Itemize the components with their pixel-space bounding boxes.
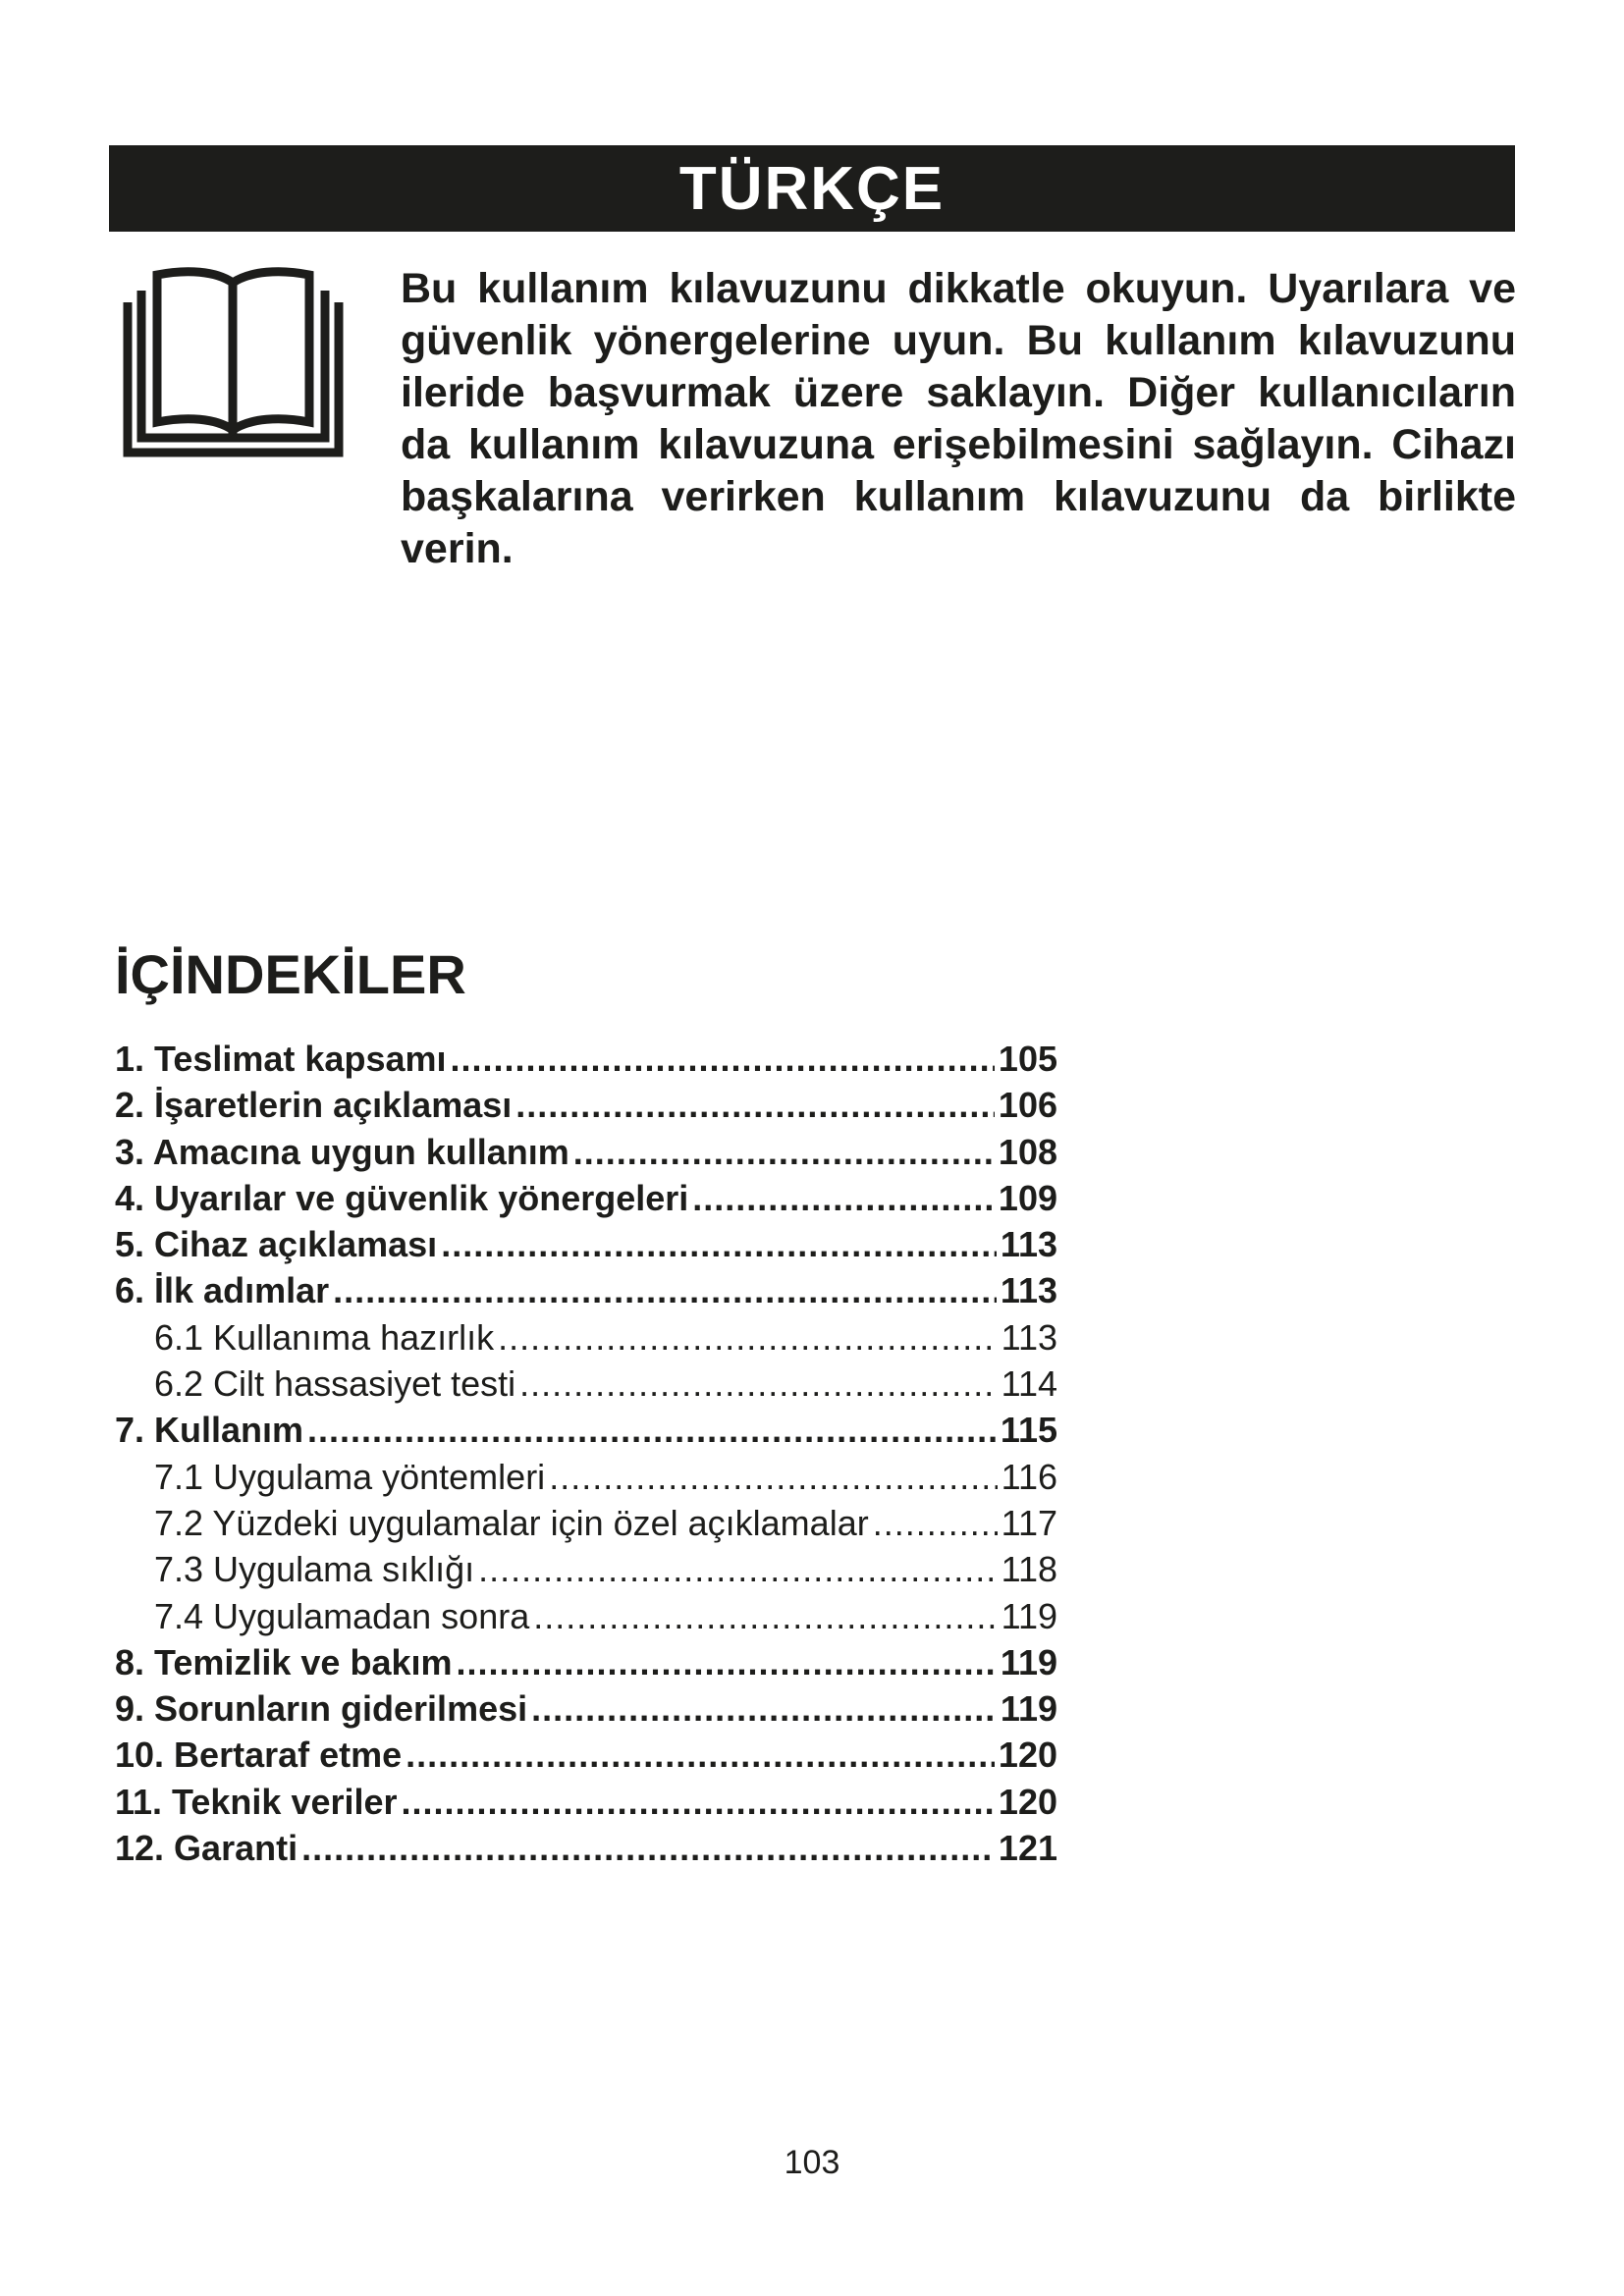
toc-entry[interactable] — [115, 1732, 1057, 1778]
toc-leader-dots — [692, 1175, 995, 1221]
intro-text: Bu kullanım kılavuzunu dikkatle okuyun. Uyarılara ve güvenlik yönergelerine uyun. Bu kullanım kılavuzunu ileride başvurmak üzere saklayın. Diğer kullanıcıların da kullanım kılavuzuna erişebilmesini sağlayın. Cihazı başkalarına verirken kullanım kılavuzunu da birlikte verin. — [401, 265, 1516, 572]
toc-entry[interactable] — [115, 1500, 1057, 1546]
toc-entry-label: 6.1 Kullanıma hazırlık — [154, 1316, 495, 1358]
toc-entry-label: 7.4 Uygulamadan sonra — [154, 1595, 530, 1636]
language-title: TÜRKÇE — [678, 154, 946, 223]
toc-entry-label: 9. Sorunların giderilmesi — [115, 1688, 528, 1730]
toc-leader-dots — [573, 1129, 995, 1175]
toc-title: İÇİNDEKİLER — [115, 943, 466, 1005]
toc-entry-page: 105 — [998, 1039, 1057, 1079]
toc-entry-page: 117 — [1001, 1502, 1057, 1543]
toc-leader-dots — [402, 1779, 995, 1825]
toc-entry-page: 109 — [998, 1177, 1057, 1218]
toc-leader-dots — [333, 1267, 997, 1313]
toc-entry-page: 108 — [998, 1131, 1057, 1172]
toc-entry-label: 12. Garanti — [115, 1828, 298, 1869]
toc-entry-page: 113 — [1001, 1316, 1057, 1358]
toc-entry-page: 120 — [998, 1735, 1057, 1776]
toc-entry[interactable] — [115, 1407, 1057, 1453]
toc-entry[interactable] — [115, 1639, 1057, 1685]
book-icon — [118, 263, 349, 459]
toc-entry-label: 6. İlk adımlar — [115, 1270, 330, 1311]
toc-entry[interactable] — [115, 1314, 1057, 1361]
toc-entry[interactable] — [115, 1036, 1057, 1082]
toc-entry[interactable] — [115, 1546, 1057, 1592]
toc-entry-label: 1. Teslimat kapsamı — [115, 1039, 447, 1079]
toc-entry-label: 5. Cihaz açıklaması — [115, 1224, 438, 1265]
toc-leader-dots — [498, 1314, 997, 1361]
toc-entry-label: 7.2 Yüzdeki uygulamalar için özel açıklamalar — [154, 1502, 869, 1543]
toc-entry-label: 7.1 Uygulama yöntemleri — [154, 1456, 546, 1497]
toc-leader-dots — [451, 1036, 995, 1082]
toc-entry[interactable] — [115, 1593, 1057, 1639]
toc-entry[interactable] — [115, 1129, 1057, 1175]
toc-entry-label: 8. Temizlik ve bakım — [115, 1641, 453, 1682]
toc-leader-dots — [441, 1221, 997, 1267]
toc-entry[interactable] — [115, 1221, 1057, 1267]
table-of-contents — [115, 1036, 1057, 1871]
toc-entry-page: 114 — [1001, 1363, 1057, 1405]
toc-entry-page: 119 — [1000, 1641, 1057, 1682]
toc-entry[interactable] — [115, 1685, 1057, 1732]
toc-leader-dots — [531, 1685, 997, 1732]
toc-entry-label: 10. Bertaraf etme — [115, 1735, 403, 1776]
toc-leader-dots — [307, 1407, 997, 1453]
toc-entry-label: 6.2 Cilt hassasiyet testi — [154, 1363, 516, 1405]
toc-leader-dots — [533, 1593, 997, 1639]
toc-entry[interactable] — [115, 1454, 1057, 1500]
toc-entry-page: 119 — [1000, 1688, 1057, 1730]
toc-entry-page: 119 — [1001, 1595, 1057, 1636]
toc-leader-dots — [519, 1361, 997, 1407]
toc-entry-page: 113 — [1000, 1270, 1057, 1311]
toc-entry-page: 118 — [1001, 1549, 1057, 1590]
toc-leader-dots — [515, 1082, 995, 1128]
toc-leader-dots — [549, 1454, 997, 1500]
toc-entry[interactable] — [115, 1825, 1057, 1871]
toc-entry-label: 7. Kullanım — [115, 1410, 304, 1451]
toc-entry-label: 2. İşaretlerin açıklaması — [115, 1085, 513, 1126]
toc-entry[interactable] — [115, 1082, 1057, 1128]
toc-entry-label: 7.3 Uygulama sıklığı — [154, 1549, 475, 1590]
toc-leader-dots — [457, 1639, 997, 1685]
toc-entry[interactable] — [115, 1361, 1057, 1407]
toc-entry[interactable] — [115, 1267, 1057, 1313]
toc-entry-page: 115 — [1000, 1410, 1057, 1451]
toc-entry-page: 121 — [998, 1828, 1057, 1869]
toc-leader-dots — [301, 1825, 995, 1871]
language-banner — [109, 145, 1515, 232]
toc-leader-dots — [406, 1732, 995, 1778]
toc-entry-page: 116 — [1001, 1456, 1057, 1497]
toc-leader-dots — [873, 1500, 998, 1546]
toc-entry-page: 120 — [998, 1781, 1057, 1822]
toc-entry-page: 113 — [1000, 1224, 1057, 1265]
toc-leader-dots — [478, 1546, 997, 1592]
toc-entry[interactable] — [115, 1779, 1057, 1825]
toc-entry[interactable] — [115, 1175, 1057, 1221]
toc-entry-label: 11. Teknik veriler — [115, 1781, 398, 1822]
toc-entry-page: 106 — [998, 1085, 1057, 1126]
toc-entry-label: 3. Amacına uygun kullanım — [115, 1131, 569, 1172]
page-number: 103 — [784, 2144, 840, 2181]
toc-entry-label: 4. Uyarılar ve güvenlik yönergeleri — [115, 1177, 689, 1218]
